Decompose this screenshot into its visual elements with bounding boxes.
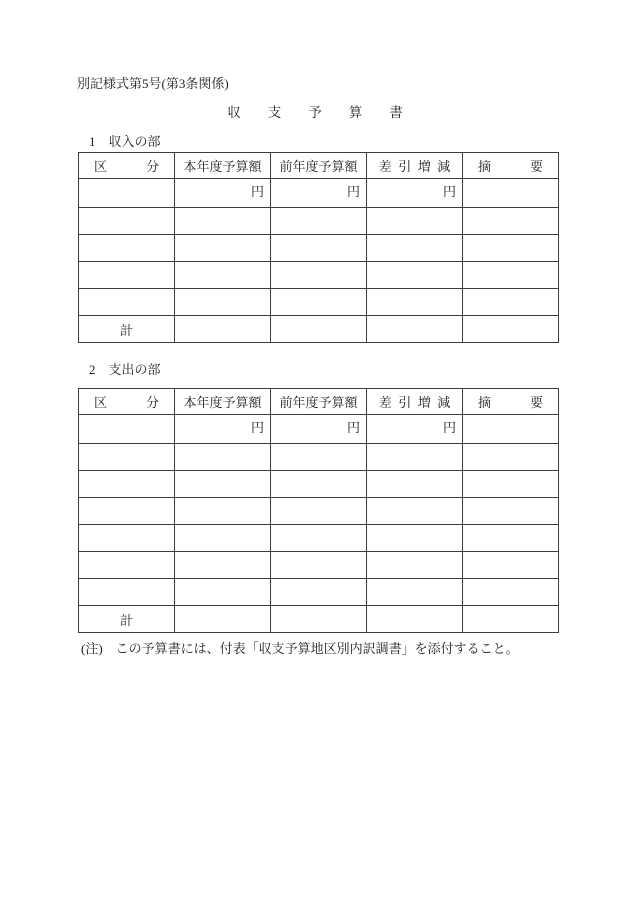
empty-cell bbox=[367, 289, 463, 316]
empty-cell bbox=[271, 444, 367, 471]
empty-cell bbox=[463, 179, 559, 208]
empty-cell bbox=[367, 316, 463, 343]
empty-cell bbox=[79, 208, 175, 235]
empty-cell bbox=[367, 552, 463, 579]
empty-cell bbox=[175, 606, 271, 633]
empty-cell bbox=[175, 498, 271, 525]
header-cell-remarks: 摘 要 bbox=[463, 153, 559, 179]
document-title: 収 支 予 算 書 bbox=[227, 105, 403, 120]
empty-cell bbox=[463, 262, 559, 289]
data-row bbox=[79, 552, 559, 579]
form-number-label: 別記様式第5号(第3条関係) bbox=[77, 76, 229, 91]
expense-table bbox=[78, 388, 559, 633]
empty-cell bbox=[463, 444, 559, 471]
data-row bbox=[79, 208, 559, 235]
empty-cell bbox=[175, 552, 271, 579]
header-cell-difference: 差 引 増 減 bbox=[367, 153, 463, 179]
empty-cell bbox=[463, 208, 559, 235]
empty-cell bbox=[271, 552, 367, 579]
header-cell-category: 区 分 bbox=[79, 153, 175, 179]
data-row bbox=[79, 262, 559, 289]
empty-cell bbox=[463, 415, 559, 444]
data-row bbox=[79, 289, 559, 316]
empty-cell bbox=[463, 552, 559, 579]
empty-cell bbox=[271, 471, 367, 498]
unit-cell-yen: 円 bbox=[271, 415, 367, 444]
empty-cell bbox=[367, 471, 463, 498]
empty-cell bbox=[463, 289, 559, 316]
empty-cell bbox=[271, 579, 367, 606]
empty-cell bbox=[79, 525, 175, 552]
unit-cell-yen: 円 bbox=[271, 179, 367, 208]
empty-cell bbox=[367, 262, 463, 289]
empty-cell bbox=[79, 289, 175, 316]
empty-cell bbox=[271, 208, 367, 235]
data-row bbox=[79, 444, 559, 471]
empty-cell bbox=[79, 471, 175, 498]
empty-cell bbox=[271, 606, 367, 633]
header-cell-current-year-budget: 本年度予算額 bbox=[175, 389, 271, 415]
empty-cell bbox=[271, 262, 367, 289]
unit-row bbox=[79, 415, 559, 444]
empty-cell bbox=[463, 471, 559, 498]
section-label-income: 1 収入の部 bbox=[89, 134, 161, 149]
empty-cell bbox=[79, 415, 175, 444]
empty-cell bbox=[175, 471, 271, 498]
unit-cell-yen: 円 bbox=[175, 415, 271, 444]
empty-cell bbox=[367, 606, 463, 633]
total-row bbox=[79, 606, 559, 633]
data-row bbox=[79, 471, 559, 498]
total-row bbox=[79, 316, 559, 343]
empty-cell bbox=[79, 579, 175, 606]
empty-cell bbox=[367, 208, 463, 235]
empty-cell bbox=[463, 498, 559, 525]
empty-cell bbox=[175, 579, 271, 606]
unit-cell-yen: 円 bbox=[367, 415, 463, 444]
empty-cell bbox=[463, 525, 559, 552]
empty-cell bbox=[175, 444, 271, 471]
income-table bbox=[78, 152, 559, 343]
empty-cell bbox=[367, 498, 463, 525]
empty-cell bbox=[175, 316, 271, 343]
empty-cell bbox=[271, 525, 367, 552]
attachment-note: (注) この予算書には、付表「収支予算地区別内訳調書」を添付すること。 bbox=[81, 641, 519, 656]
data-row bbox=[79, 235, 559, 262]
empty-cell bbox=[271, 316, 367, 343]
empty-cell bbox=[175, 208, 271, 235]
empty-cell bbox=[463, 579, 559, 606]
empty-cell bbox=[79, 262, 175, 289]
empty-cell bbox=[79, 179, 175, 208]
header-cell-previous-year-budget: 前年度予算額 bbox=[271, 389, 367, 415]
header-cell-previous-year-budget: 前年度予算額 bbox=[271, 153, 367, 179]
empty-cell bbox=[79, 552, 175, 579]
empty-cell bbox=[367, 444, 463, 471]
header-row bbox=[79, 153, 559, 179]
unit-row bbox=[79, 179, 559, 208]
empty-cell bbox=[463, 316, 559, 343]
data-row bbox=[79, 525, 559, 552]
empty-cell bbox=[463, 235, 559, 262]
empty-cell bbox=[79, 444, 175, 471]
section-label-expense: 2 支出の部 bbox=[89, 362, 161, 377]
data-row bbox=[79, 579, 559, 606]
empty-cell bbox=[367, 525, 463, 552]
empty-cell bbox=[175, 235, 271, 262]
header-cell-difference: 差 引 増 減 bbox=[367, 389, 463, 415]
header-cell-current-year-budget: 本年度予算額 bbox=[175, 153, 271, 179]
data-row bbox=[79, 498, 559, 525]
unit-cell-yen: 円 bbox=[175, 179, 271, 208]
empty-cell bbox=[271, 498, 367, 525]
empty-cell bbox=[271, 235, 367, 262]
empty-cell bbox=[79, 498, 175, 525]
header-cell-remarks: 摘 要 bbox=[463, 389, 559, 415]
unit-cell-yen: 円 bbox=[367, 179, 463, 208]
total-label-cell: 計 bbox=[79, 606, 175, 633]
empty-cell bbox=[271, 289, 367, 316]
header-cell-category: 区 分 bbox=[79, 389, 175, 415]
empty-cell bbox=[175, 289, 271, 316]
total-label-cell: 計 bbox=[79, 316, 175, 343]
empty-cell bbox=[367, 579, 463, 606]
empty-cell bbox=[367, 235, 463, 262]
empty-cell bbox=[79, 235, 175, 262]
empty-cell bbox=[175, 262, 271, 289]
empty-cell bbox=[175, 525, 271, 552]
header-row bbox=[79, 389, 559, 415]
empty-cell bbox=[463, 606, 559, 633]
